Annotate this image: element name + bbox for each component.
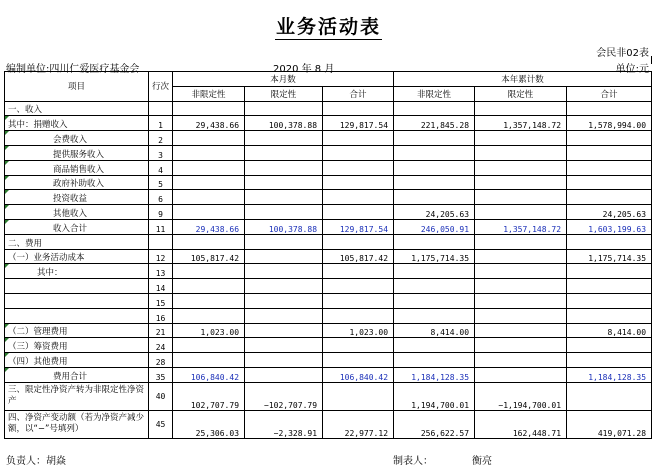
table-row	[5, 175, 652, 190]
amount-cell[interactable]	[394, 145, 475, 160]
row-number-cell[interactable]	[149, 101, 173, 116]
header-ytd-unrestricted[interactable]: 非限定性	[394, 86, 475, 101]
amount-cell[interactable]	[173, 353, 245, 368]
amount-cell[interactable]	[323, 175, 394, 190]
reporting-unit[interactable]: 编制单位:四川仁爱医疗基金会	[6, 64, 140, 75]
amount-cell[interactable]	[245, 234, 323, 249]
footer-preparer-label: 制表人：	[393, 456, 433, 467]
amount-cell[interactable]	[245, 101, 323, 116]
amount-cell[interactable]	[323, 190, 394, 205]
amount-cell[interactable]	[475, 338, 567, 353]
amount-cell[interactable]	[475, 308, 567, 323]
row-number-cell[interactable]: 15	[149, 293, 173, 308]
amount-cell[interactable]	[475, 131, 567, 146]
amount-cell[interactable]	[323, 338, 394, 353]
amount-cell[interactable]	[475, 249, 567, 264]
amount-cell[interactable]: 1,175,714.35	[567, 249, 652, 264]
table-row	[5, 382, 652, 410]
amount-cell[interactable]: 22,977.12	[323, 410, 394, 438]
amount-cell[interactable]	[323, 131, 394, 146]
amount-cell[interactable]	[394, 131, 475, 146]
footer-preparer-name: 衡亮	[472, 456, 492, 467]
table-row	[5, 308, 652, 323]
amount-cell[interactable]	[173, 145, 245, 160]
amount-cell[interactable]	[475, 175, 567, 190]
amount-cell[interactable]: 1,184,128.35	[394, 367, 475, 382]
amount-cell[interactable]	[173, 190, 245, 205]
amount-cell[interactable]: 256,622.57	[394, 410, 475, 438]
table-row	[5, 131, 652, 146]
amount-cell[interactable]: −1,194,700.01	[475, 382, 567, 410]
amount-cell[interactable]: 29,438.66	[173, 219, 245, 234]
amount-cell[interactable]: 8,414.00	[394, 323, 475, 338]
amount-cell[interactable]	[245, 160, 323, 175]
row-number-cell[interactable]: 40	[149, 382, 173, 410]
amount-cell[interactable]: 29,438.66	[173, 116, 245, 131]
row-number-cell[interactable]: 9	[149, 205, 173, 220]
amount-cell[interactable]: 100,378.88	[245, 116, 323, 131]
amount-cell[interactable]: 1,357,148.72	[475, 219, 567, 234]
row-number-cell[interactable]: 11	[149, 219, 173, 234]
amount-cell[interactable]	[245, 353, 323, 368]
amount-cell[interactable]	[323, 101, 394, 116]
amount-cell[interactable]	[567, 264, 652, 279]
row-number-cell[interactable]: 6	[149, 190, 173, 205]
item-cell[interactable]: 提供服务收入	[5, 145, 149, 160]
amount-cell[interactable]	[245, 249, 323, 264]
amount-cell[interactable]: 24,205.63	[394, 205, 475, 220]
amount-cell[interactable]	[394, 353, 475, 368]
row-number-cell[interactable]: 4	[149, 160, 173, 175]
amount-cell[interactable]	[475, 264, 567, 279]
amount-cell[interactable]	[475, 205, 567, 220]
amount-cell[interactable]	[567, 190, 652, 205]
item-cell[interactable]: （一）业务活动成本	[5, 249, 149, 264]
table-row	[5, 338, 652, 353]
amount-cell[interactable]	[323, 308, 394, 323]
amount-cell[interactable]	[245, 308, 323, 323]
amount-cell[interactable]	[567, 175, 652, 190]
amount-cell[interactable]	[567, 101, 652, 116]
amount-cell[interactable]	[245, 145, 323, 160]
item-cell[interactable]: 三、限定性净资产转为非限定性净资产	[5, 382, 149, 410]
item-cell[interactable]: （二）管理费用	[5, 323, 149, 338]
amount-cell[interactable]	[323, 353, 394, 368]
amount-cell[interactable]	[245, 190, 323, 205]
amount-cell[interactable]	[567, 234, 652, 249]
amount-cell[interactable]	[475, 145, 567, 160]
amount-cell[interactable]	[173, 338, 245, 353]
item-cell[interactable]: 二、费用	[5, 234, 149, 249]
report-title: 业务活动表	[275, 16, 381, 38]
amount-cell[interactable]	[475, 190, 567, 205]
amount-cell[interactable]: 1,194,700.01	[394, 382, 475, 410]
row-number-cell[interactable]: 16	[149, 308, 173, 323]
amount-cell[interactable]	[567, 145, 652, 160]
item-cell[interactable]: 商品销售收入	[5, 160, 149, 175]
row-number-cell[interactable]: 21	[149, 323, 173, 338]
item-cell[interactable]: 政府补助收入	[5, 175, 149, 190]
amount-cell[interactable]: 1,175,714.35	[394, 249, 475, 264]
row-number-cell[interactable]: 35	[149, 367, 173, 382]
item-cell[interactable]: （四）其他费用	[5, 353, 149, 368]
item-cell[interactable]: 其他收入	[5, 205, 149, 220]
amount-cell[interactable]	[567, 338, 652, 353]
table-row	[5, 219, 652, 234]
amount-cell[interactable]	[323, 382, 394, 410]
amount-cell[interactable]	[475, 234, 567, 249]
amount-cell[interactable]: 106,840.42	[323, 367, 394, 382]
amount-cell[interactable]: 1,184,128.35	[567, 367, 652, 382]
header-ytd-total[interactable]: 合计	[567, 86, 652, 101]
amount-cell[interactable]	[323, 205, 394, 220]
amount-cell[interactable]: 1,023.00	[173, 323, 245, 338]
amount-cell[interactable]	[394, 279, 475, 294]
amount-cell[interactable]: 24,205.63	[567, 205, 652, 220]
header-row-no[interactable]: 行次	[149, 72, 173, 102]
amount-cell[interactable]	[394, 308, 475, 323]
row-number-cell[interactable]: 3	[149, 145, 173, 160]
table-row	[5, 353, 652, 368]
amount-cell[interactable]	[245, 279, 323, 294]
header-month-group[interactable]: 本月数	[173, 72, 394, 87]
amount-cell[interactable]	[567, 308, 652, 323]
amount-cell[interactable]: 1,603,199.63	[567, 219, 652, 234]
amount-cell[interactable]: −102,707.79	[245, 382, 323, 410]
amount-cell[interactable]	[394, 160, 475, 175]
item-cell[interactable]: 其中：捐赠收入	[5, 116, 149, 131]
row-number-cell[interactable]: 12	[149, 249, 173, 264]
row-number-cell[interactable]: 14	[149, 279, 173, 294]
amount-cell[interactable]: 8,414.00	[567, 323, 652, 338]
row-number-cell[interactable]	[149, 234, 173, 249]
amount-cell[interactable]: 129,817.54	[323, 116, 394, 131]
amount-cell[interactable]	[567, 382, 652, 410]
table-row	[5, 205, 652, 220]
table-row	[5, 160, 652, 175]
amount-cell[interactable]	[323, 160, 394, 175]
table-row	[5, 264, 652, 279]
header-ytd-group[interactable]: 本年累计数	[394, 72, 652, 87]
amount-cell[interactable]: −2,328.91	[245, 410, 323, 438]
amount-cell[interactable]	[173, 234, 245, 249]
amount-cell[interactable]	[245, 338, 323, 353]
header-month-total[interactable]: 合计	[323, 86, 394, 101]
amount-cell[interactable]	[173, 293, 245, 308]
currency-unit: 单位:元	[615, 64, 649, 75]
table-row	[5, 116, 652, 131]
amount-cell[interactable]: 100,378.88	[245, 219, 323, 234]
table-row	[5, 145, 652, 160]
amount-cell[interactable]	[567, 293, 652, 308]
form-number: 会民非02表	[596, 48, 649, 59]
row-number-cell[interactable]: 28	[149, 353, 173, 368]
amount-cell[interactable]	[567, 353, 652, 368]
table-row	[5, 101, 652, 116]
amount-cell[interactable]: 129,817.54	[323, 219, 394, 234]
table-row	[5, 279, 652, 294]
amount-cell[interactable]: 1,578,994.00	[567, 116, 652, 131]
header-month-unrestricted[interactable]: 非限定性	[173, 86, 245, 101]
table-row	[5, 410, 652, 438]
amount-cell[interactable]	[475, 293, 567, 308]
amount-cell[interactable]: 102,707.79	[173, 382, 245, 410]
table-row	[5, 190, 652, 205]
amount-cell[interactable]	[394, 234, 475, 249]
amount-cell[interactable]	[323, 145, 394, 160]
item-cell[interactable]: 其中：	[5, 264, 149, 279]
item-cell[interactable]: 四、净资产变动额（若为净资产减少额，以“−”号填列）	[5, 410, 149, 438]
row-number-cell[interactable]: 45	[149, 410, 173, 438]
amount-cell[interactable]	[567, 279, 652, 294]
amount-cell[interactable]	[173, 205, 245, 220]
table-row	[5, 323, 652, 338]
amount-cell[interactable]	[173, 279, 245, 294]
item-cell[interactable]: 一、收入	[5, 101, 149, 116]
item-cell[interactable]: 费用合计	[5, 367, 149, 382]
text-cursor	[651, 56, 652, 64]
amount-cell[interactable]	[323, 264, 394, 279]
amount-cell[interactable]	[173, 131, 245, 146]
activity-statement-table	[4, 71, 652, 439]
amount-cell[interactable]	[323, 293, 394, 308]
row-number-cell[interactable]: 5	[149, 175, 173, 190]
amount-cell[interactable]	[394, 175, 475, 190]
amount-cell[interactable]	[245, 293, 323, 308]
amount-cell[interactable]: 106,840.42	[173, 367, 245, 382]
amount-cell[interactable]	[394, 190, 475, 205]
row-number-cell[interactable]: 2	[149, 131, 173, 146]
report-period[interactable]: 2020 年 8 月	[273, 64, 335, 75]
amount-cell[interactable]	[245, 264, 323, 279]
amount-cell[interactable]	[567, 160, 652, 175]
amount-cell[interactable]	[173, 308, 245, 323]
amount-cell[interactable]: 105,817.42	[173, 249, 245, 264]
item-cell[interactable]: 投资收益	[5, 190, 149, 205]
amount-cell[interactable]: 25,306.03	[173, 410, 245, 438]
amount-cell[interactable]	[475, 353, 567, 368]
item-cell[interactable]: 会费收入	[5, 131, 149, 146]
amount-cell[interactable]	[245, 367, 323, 382]
amount-cell[interactable]: 105,817.42	[323, 249, 394, 264]
amount-cell[interactable]	[323, 234, 394, 249]
item-cell[interactable]: （三）筹资费用	[5, 338, 149, 353]
amount-cell[interactable]	[475, 323, 567, 338]
amount-cell[interactable]: 1,023.00	[323, 323, 394, 338]
amount-cell[interactable]: 221,845.28	[394, 116, 475, 131]
amount-cell[interactable]	[173, 160, 245, 175]
amount-cell[interactable]: 162,448.71	[475, 410, 567, 438]
amount-cell[interactable]: 1,357,148.72	[475, 116, 567, 131]
amount-cell[interactable]	[394, 293, 475, 308]
amount-cell[interactable]	[245, 205, 323, 220]
amount-cell[interactable]	[245, 131, 323, 146]
amount-cell[interactable]	[475, 279, 567, 294]
amount-cell[interactable]	[567, 131, 652, 146]
item-cell[interactable]	[5, 308, 149, 323]
amount-cell[interactable]	[394, 338, 475, 353]
amount-cell[interactable]	[173, 264, 245, 279]
amount-cell[interactable]	[394, 264, 475, 279]
amount-cell[interactable]	[475, 101, 567, 116]
table-row	[5, 249, 652, 264]
row-number-cell[interactable]: 24	[149, 338, 173, 353]
header-item[interactable]: 项目	[5, 72, 149, 102]
table-row	[5, 367, 652, 382]
amount-cell[interactable]	[323, 279, 394, 294]
amount-cell[interactable]	[245, 175, 323, 190]
amount-cell[interactable]	[475, 367, 567, 382]
item-cell[interactable]	[5, 293, 149, 308]
row-number-cell[interactable]: 13	[149, 264, 173, 279]
amount-cell[interactable]	[394, 101, 475, 116]
header-ytd-restricted[interactable]: 限定性	[475, 86, 567, 101]
amount-cell[interactable]	[173, 175, 245, 190]
table-row	[5, 234, 652, 249]
item-cell[interactable]	[5, 279, 149, 294]
amount-cell[interactable]: 419,071.28	[567, 410, 652, 438]
table-row	[5, 293, 652, 308]
amount-cell[interactable]	[245, 323, 323, 338]
amount-cell[interactable]	[173, 101, 245, 116]
footer-leader: 负责人：胡焱	[6, 456, 66, 467]
amount-cell[interactable]: 246,050.91	[394, 219, 475, 234]
row-number-cell[interactable]: 1	[149, 116, 173, 131]
header-month-restricted[interactable]: 限定性	[245, 86, 323, 101]
amount-cell[interactable]	[475, 160, 567, 175]
item-cell[interactable]: 收入合计	[5, 219, 149, 234]
